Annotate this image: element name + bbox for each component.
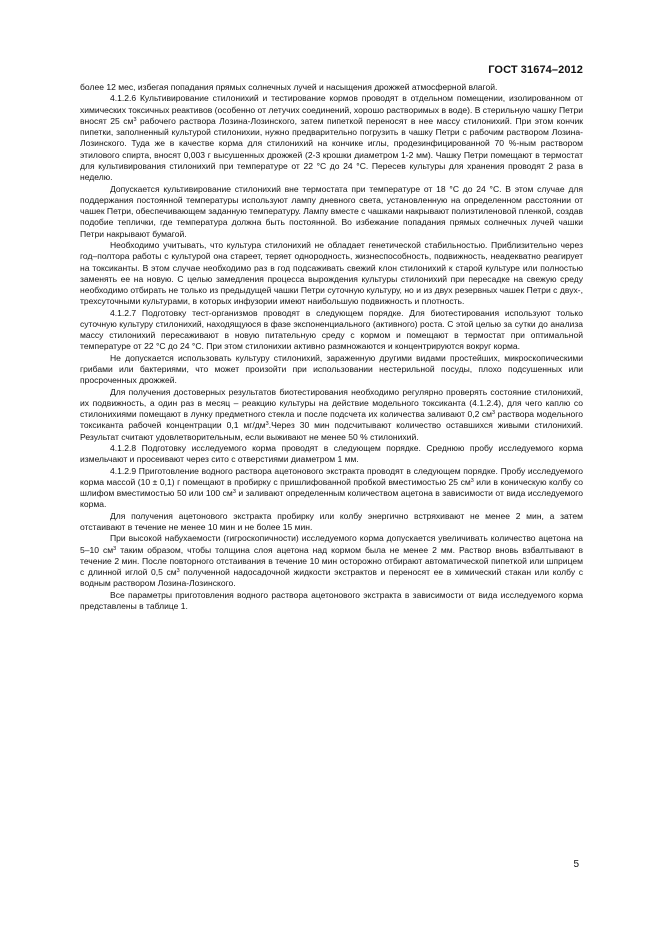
paragraph-1: более 12 мес, избегая попадания прямых солнечных лучей и насыщения дрожжей атмосферной влагой. [80,82,498,92]
paragraph-7: Для получения достоверных результатов биотестирования необходимо регулярно проверять состояние стилонихий, их подвижность, а один раз в месяц – реакцию культуры на действие модельного токсиканта (4.1.2.4), для чего каплю со стилонихиями помещают в лунку предметного стекла и после подсчета их количества заливают 0,2 $см^3$ раствора модельного токсиканта рабочей концентрации 0,1 $мг/дм^3.Через$ 30 мин подсчитывают количество оставшихся живыми стилонихий. Результат считают удовлетворительным, если выживают не менее 50 % стилонихий. [80,386,583,442]
paragraph-10: Для получения ацетонового экстракта пробирку или колбу энергично встряхивают не менее 2 мин, а затем отстаивают в течение не менее 10 мин и не более 15 мин. [80,510,583,532]
paragraph-12: Все параметры приготовления водного раствора ацетонового экстракта в зависимости от вида исследуемого корма представлены в таблице 1. [80,589,583,611]
paragraph-3: Допускается культивирование стилонихий вне термостата при температуре от 18 °С до 24 °С. В этом случае для поддержания постоянной температуры используют лампу дневного света, установленную на определенном расстоянии от чашек Петри, обеспечивающем заданную температуру. Лампу вместе с чашками накрывают полиэтиленовой пленкой, создав подобие теплички, где температура должна быть постоянной. Во избежание попадания прямых солнечных лучей чашки Петри накрывают бумагой. [80,183,583,239]
paragraph-11: При высокой набухаемости (гигроскопичности) исследуемого корма допускается увеличивать количество ацетона на 5–10 $см^3$ таким образом, чтобы толщина слоя ацетона над кормом была не менее 2 мм. Раствор вновь взбалтывают в течение 2 мин. После повторного отстаивания в течение 10 мин осторожно отбирают автоматической пипеткой или шприцем с длинной иглой 0,5 $см^3$ полученной надосадочной жидкости экстрактов и переносят ее в химический стакан или колбу с водным раствором Лозина-Лозинского. [80,533,583,589]
page-number: 5 [573,859,579,870]
paragraph-4-1-2-8: 4.1.2.8 Подготовку исследуемого корма проводят в следующем порядке. Среднюю пробу исследуемого корма измельчают и просеивают через сито с отверстиями диаметром 1 мм. [80,443,583,465]
paragraph-4-1-2-7: 4.1.2.7 Подготовку тест-организмов проводят в следующем порядке. Для биотестирования используют только суточную культуру стилонихий, находящуюся в фазе экспоненциального (активного) роста. С этой целью за сутки до анализа массу стилонихий пересаживают в новую питательную среду с кормом и помещают в термостат при оптимальной температуре от 22 °С до 24 °С. При этом стилонихии активно размножаются и концентрируются вокруг корма. [80,307,583,352]
document-body [80,82,583,612]
paragraph-4-1-2-6: 4.1.2.6 Культивирование стилонихий и тестирование кормов проводят в отдельном помещении, изолированном от химических токсичных реактивов (особенно от летучих соединений, хорошо растворимых в воде). В стерильную чашку Петри вносят 25 $см^3$ рабочего раствора Лозина-Лозинского, затем пипеткой переносят в нее массу стилонихий. При этом кончик пипетки, заполненный культурой стилонихии, нужно предварительно погрузить в чашку Петри с рабочим раствором Лозина-Лозинского. Туда же в качестве корма для стилонихий на кончике иглы, продезинфицированной 70 %-ным раствором этилового спирта, вносят 0,003 г высушенных дрожжей (2-3 крошки диаметром 1-2 мм). Чашку Петри помещают в термостат для культивирования стилонихий при температуре от 22 °С до 24 °С. Пересев культуры для хранения проводят 2 раза в неделю. [80,93,583,183]
paragraph-6: Не допускается использовать культуру стилонихий, зараженную другими видами простейших, микроскопическими грибами или бактериями, что может произойти при использовании нестерильной посуды, плохо подсушенных или просроченных дрожжей. [80,352,583,386]
paragraph-4: Необходимо учитывать, что культура стилонихий не обладает генетической стабильностью. Приблизительно через год–полтора работы с культурой она стареет, теряет однородность, жизнеспособность, подвижность, неадекватно реагирует на токсиканты. В этом случае необходимо раз в год подсаживать свежий клон стилонихий к старой культуре или полностью заменять ее на новую. С целью замедления процесса вырождения культуры стилонихий при пересадке на свежую среду необходимо отбирать не только из предыдущей чашки Петри суточную культуру, но и из двух резервных чашек Петри с двух-, трехсуточными культурами, в которых инфузории имеют наибольшую подвижность и плотность. [80,239,583,307]
document-code-header: ГОСТ 31674–2012 [488,64,583,76]
paragraph-4-1-2-9: 4.1.2.9 Приготовление водного раствора ацетонового экстракта проводят в следующем порядке. Пробу исследуемого корма массой (10 ± 0,1) г помещают в пробирку с пришлифованной пробкой вместимостью 25 $см^3$ или в коническую колбу со шлифом вместимостью 50 или 100 $см^3$ и заливают определенным количеством ацетона в зависимости от вида исследуемого корма. [80,465,584,510]
